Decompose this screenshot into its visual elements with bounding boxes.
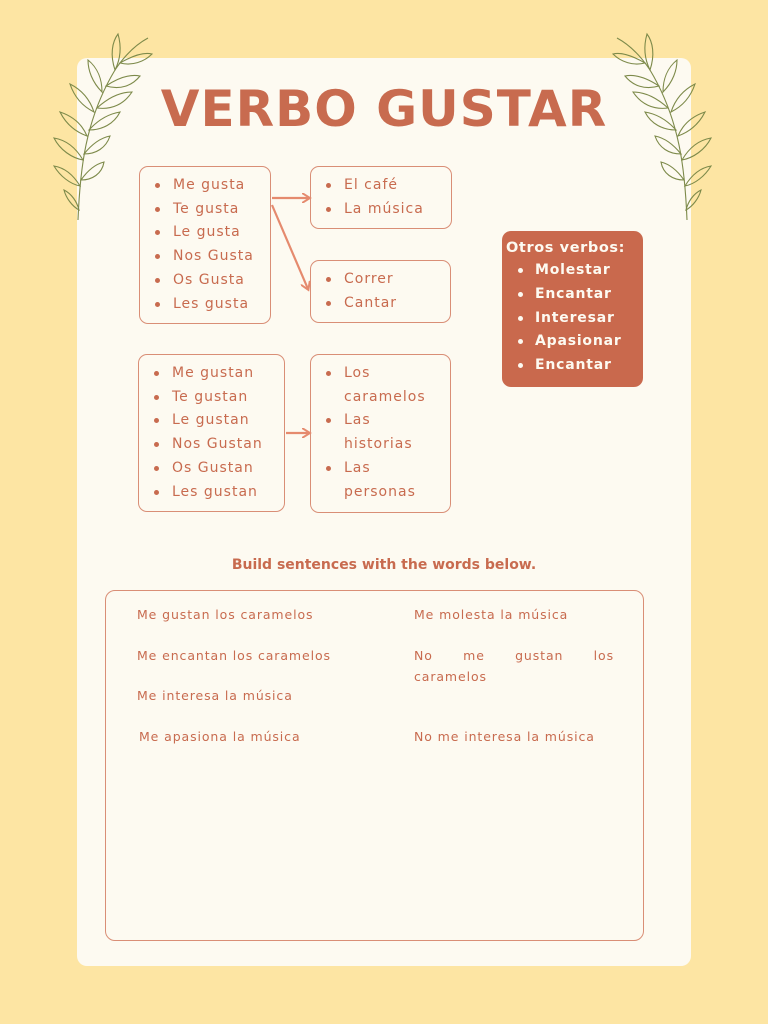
list-item: Las personas bbox=[311, 457, 450, 504]
list-item: Le gusta bbox=[140, 221, 270, 245]
list-item: Le gustan bbox=[139, 409, 284, 433]
sentence: Me interesa la música bbox=[137, 688, 293, 703]
list-item: Apasionar bbox=[502, 330, 643, 354]
list-item: Cantar bbox=[311, 292, 450, 316]
list-item: Encantar bbox=[502, 283, 643, 307]
sentence: Me molesta la música bbox=[414, 607, 569, 622]
list-item: Me gusta bbox=[140, 174, 270, 198]
sentence: Me encantan los caramelos bbox=[137, 648, 331, 663]
list-item: Os Gusta bbox=[140, 269, 270, 293]
sentences-box bbox=[105, 590, 644, 941]
instruction-text: Build sentences with the words below. bbox=[231, 557, 537, 573]
list-item: Molestar bbox=[502, 259, 643, 283]
list-item: Me gustan bbox=[139, 362, 284, 386]
page-title: VERBO GUSTAR bbox=[160, 80, 608, 138]
list-item: Les gusta bbox=[140, 293, 270, 317]
list-item: Te gusta bbox=[140, 198, 270, 222]
list-item: Os Gustan bbox=[139, 457, 284, 481]
list-item: Nos Gusta bbox=[140, 245, 270, 269]
sentence: Me apasiona la música bbox=[139, 729, 301, 744]
list-item: Encantar bbox=[502, 354, 643, 378]
sentence: No me gustan los caramelos bbox=[414, 648, 614, 684]
list-item: El café bbox=[311, 174, 451, 198]
list-item: Los caramelos bbox=[311, 362, 450, 409]
other-verbs-title: Otros verbos: bbox=[506, 240, 626, 256]
list-item: Te gustan bbox=[139, 386, 284, 410]
list-item: La música bbox=[311, 198, 451, 222]
list-item: Nos Gustan bbox=[139, 433, 284, 457]
arrow-icon bbox=[272, 205, 308, 289]
list-item: Interesar bbox=[502, 307, 643, 331]
sentence: Me gustan los caramelos bbox=[137, 607, 314, 622]
list-item: Les gustan bbox=[139, 481, 284, 505]
list-item: Correr bbox=[311, 268, 450, 292]
sentence: No me interesa la música bbox=[414, 729, 595, 744]
list-item: Las historias bbox=[311, 409, 450, 456]
